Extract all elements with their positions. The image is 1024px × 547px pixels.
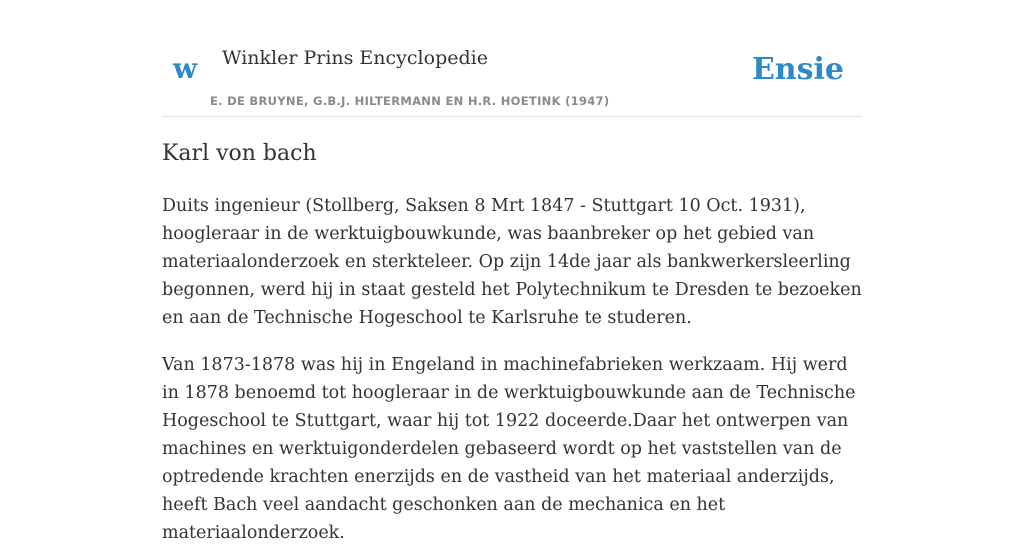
publication-logo-icon[interactable]: w xyxy=(173,52,198,85)
article-content xyxy=(162,137,862,547)
publication-authors: E. DE BRUYNE, G.B.J. HILTERMANN EN H.R. HOETINK (1947) xyxy=(210,94,610,108)
article-title: Karl von bach xyxy=(162,141,317,166)
publication-title[interactable]: Winkler Prins Encyclopedie xyxy=(222,47,488,69)
article-paragraph: Duits ingenieur (Stollberg, Saksen 8 Mrt 1847 - Stuttgart 10 Oct. 1931), hoogleraar in de werktuigbouwkunde, was baanbreker op het gebied van materiaalonderzoek en sterkteleer. Op zijn 14de jaar als bankwerkersleerling begonnen, werd hij in staat gesteld het Polytechnikum te Dresden te bezoeken en aan de Technische Hogeschool te Karlsruhe te studeren. xyxy=(162,196,862,328)
article-paragraph: Van 1873-1878 was hij in Engeland in machinefabrieken werkzaam. Hij werd in 1878 benoemd tot hoogleraar in de werktuigbouwkunde aan de Technische Hogeschool te Stuttgart, waar hij tot 1922 doceerde.Daar het ontwerpen van machines en werktuigonderdelen gebaseerd wordt op het vaststellen van de optredende krachten enerzijds en de vastheid van het materiaal anderzijds, heeft Bach veel aandacht geschonken aan de mechanica en het materiaalonderzoek. xyxy=(162,355,856,543)
page-header xyxy=(162,0,862,117)
brand-logo[interactable]: Ensie xyxy=(751,52,844,87)
